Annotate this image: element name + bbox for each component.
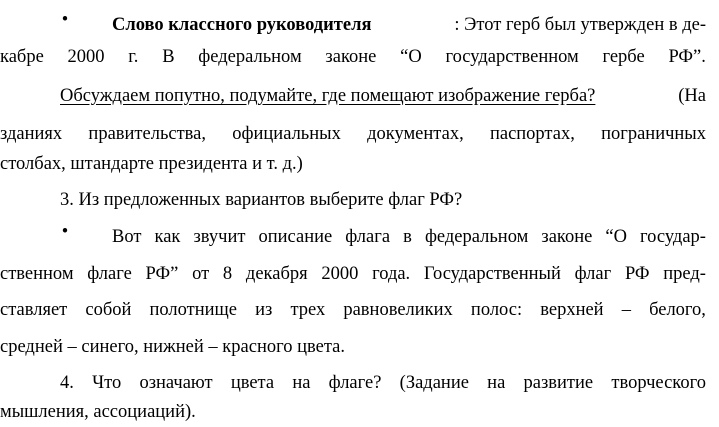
word: законе <box>325 47 377 67</box>
word: собой <box>85 300 132 320</box>
paragraph-2-line-3: столбах, штандарте президента и т. д.) <box>0 154 303 174</box>
word: Государственный <box>423 264 561 284</box>
paragraph-3-line-1 <box>112 222 706 252</box>
word: описание <box>258 227 333 247</box>
word: белого, <box>649 300 706 320</box>
question-4-line-1 <box>60 368 706 398</box>
word: (Задание <box>399 373 469 393</box>
word: 2000 <box>67 47 105 67</box>
word: – <box>621 300 631 320</box>
word: развитие <box>523 373 594 393</box>
word: на <box>292 373 311 393</box>
word: декабря <box>245 264 308 284</box>
word: правительства, <box>88 124 207 144</box>
word: ственном <box>0 264 74 284</box>
word: Что <box>92 373 122 393</box>
bullet-1: • <box>61 10 69 30</box>
word: означают <box>139 373 213 393</box>
word: на <box>487 373 506 393</box>
word: гербе <box>602 47 645 67</box>
word: цвета <box>230 373 275 393</box>
word: верхней <box>540 300 604 320</box>
word: г. <box>128 47 139 67</box>
word: 4. <box>60 373 74 393</box>
word: зданиях <box>0 124 63 144</box>
word: “О <box>605 227 627 247</box>
word: паспортах, <box>489 124 575 144</box>
question-3: 3. Из предложенных вариантов выберите флаг РФ? <box>60 190 463 210</box>
paragraph-3-line-2 <box>0 259 706 289</box>
word: государственном <box>445 47 579 67</box>
word: пред- <box>663 264 706 284</box>
word: РФ”. <box>668 47 706 67</box>
word: федеральном <box>198 47 302 67</box>
word: кабре <box>0 47 44 67</box>
word: флаг <box>574 264 612 284</box>
bullet-2: • <box>61 222 69 242</box>
word: звучит <box>193 227 246 247</box>
word: полотнище <box>149 300 238 320</box>
word: флага <box>345 227 391 247</box>
word: государ- <box>640 227 706 247</box>
word: Вот <box>112 227 142 247</box>
question-4-line-2: мышления, ассоциаций). <box>0 402 196 422</box>
paragraph-2-line-1-rest: (На <box>673 86 706 106</box>
word: документах, <box>367 124 464 144</box>
paragraph-1-line-1-rest: : Этот герб был утвержден в де- <box>454 15 706 35</box>
word: года. <box>372 264 411 284</box>
paragraph-1-line-1 <box>112 10 706 40</box>
word: РФ” <box>145 264 179 284</box>
paragraph-1-line-2 <box>0 42 706 72</box>
word: В <box>162 47 175 67</box>
word: законе <box>541 227 593 247</box>
paragraph-3-line-3 <box>0 295 706 325</box>
word: в <box>403 227 412 247</box>
word: от <box>192 264 210 284</box>
word: пограничных <box>601 124 706 144</box>
paragraph-2-line-2 <box>0 119 706 149</box>
word: флаге? <box>328 373 382 393</box>
word: флаге <box>87 264 132 284</box>
word: полос: <box>470 300 523 320</box>
word: федеральном <box>424 227 529 247</box>
word: ставляет <box>0 300 68 320</box>
bold-lead: Слово классного руководителя <box>112 15 372 35</box>
word: трех <box>290 300 326 320</box>
word: творческого <box>611 373 706 393</box>
word: РФ <box>624 264 650 284</box>
word: официальных <box>232 124 341 144</box>
word: равновеликих <box>343 300 453 320</box>
word: “О <box>400 47 422 67</box>
word: из <box>255 300 273 320</box>
word: 2000 <box>321 264 359 284</box>
underlined-question: Обсуждаем попутно, подумайте, где помещают изображение герба? <box>60 86 596 106</box>
paragraph-3-line-4: средней – синего, нижней – красного цвета. <box>0 337 345 357</box>
word: как <box>154 227 181 247</box>
paragraph-2-line-1 <box>60 81 706 111</box>
word: 8 <box>222 264 233 284</box>
